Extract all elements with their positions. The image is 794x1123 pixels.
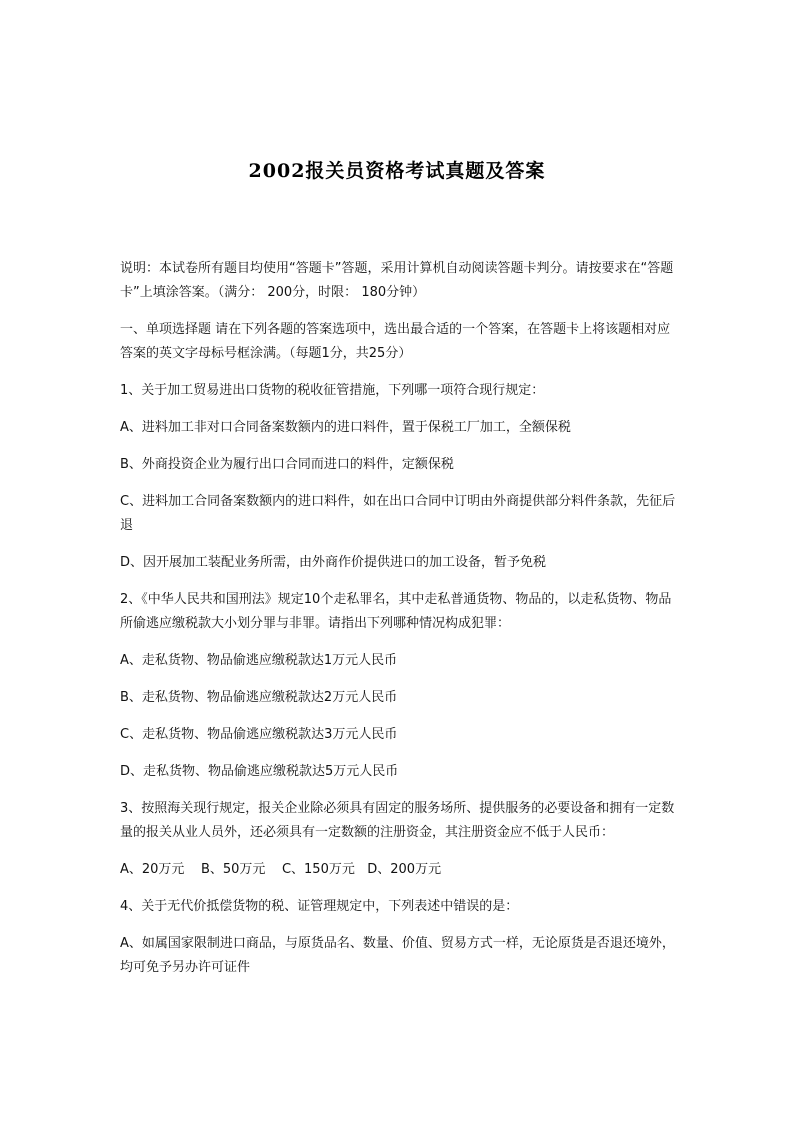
document-title: 2002报关员资格考试真题及答案 [248,160,546,182]
question-2-option-d: D、走私货物、物品偷逃应缴税款达5万元人民币 [120,764,399,779]
question-4-stem: 4、关于无代价抵偿货物的税、证管理规定中，下列表述中错误的是： [120,899,519,914]
question-1-option-c: C、进料加工合同备案数额内的进口料件，如在出口合同中订明由外商提供部分料件条款，先征后退 [120,494,676,533]
question-1-stem: 1、关于加工贸易进出口货物的税收征管措施，下列哪一项符合现行规定： [120,383,545,398]
question-3-stem: 3、按照海关现行规定，报关企业除必须具有固定的服务场所、提供服务的必要设备和拥有一定数量的报关从业人员外，还必须具有一定数额的注册资金，其注册资金应不低于人民币： [120,801,675,840]
question-2-option-a: A、走私货物、物品偷逃应缴税款达1万元人民币 [120,653,398,668]
question-1-option-d: D、因开展加工装配业务所需，由外商作价提供进口的加工设备，暂予免税 [120,555,547,570]
section-heading: 一、单项选择题 请在下列各题的答案选项中，选出最合适的一个答案，在答题卡上将该题相对应答案的英文字母标号框涂满。（每题1分，共25分） [120,322,671,361]
question-3-options-line: A、20万元 B、50万元 C、150万元 D、200万元 [120,862,442,877]
question-1-option-b: B、外商投资企业为履行出口合同而进口的料件，定额保税 [120,457,454,472]
question-2-option-c: C、走私货物、物品偷逃应缴税款达3万元人民币 [120,727,398,742]
document-body [120,257,680,993]
question-1-option-a: A、进料加工非对口合同备案数额内的进口料件，置于保税工厂加工，全额保税 [120,420,571,435]
question-2-option-b: B、走私货物、物品偷逃应缴税款达2万元人民币 [120,690,398,705]
instructions-paragraph: 说明：本试卷所有题目均使用“答题卡”答题，采用计算机自动阅读答题卡判分。请按要求在“答题卡”上填涂答案。（满分： 200分，时限： 180分钟） [120,261,674,300]
question-4-option-a: A、如属国家限制进口商品，与原货品名、数量、价值、贸易方式一样，无论原货是否退还境外，均可免予另办许可证件 [120,936,675,975]
question-2-stem: 2、《中华人民共和国刑法》规定10个走私罪名，其中走私普通货物、物品的，以走私货物、物品 所偷逃应缴税款大小划分罪与非罪。请指出下列哪种情况构成犯罪： [120,592,676,631]
